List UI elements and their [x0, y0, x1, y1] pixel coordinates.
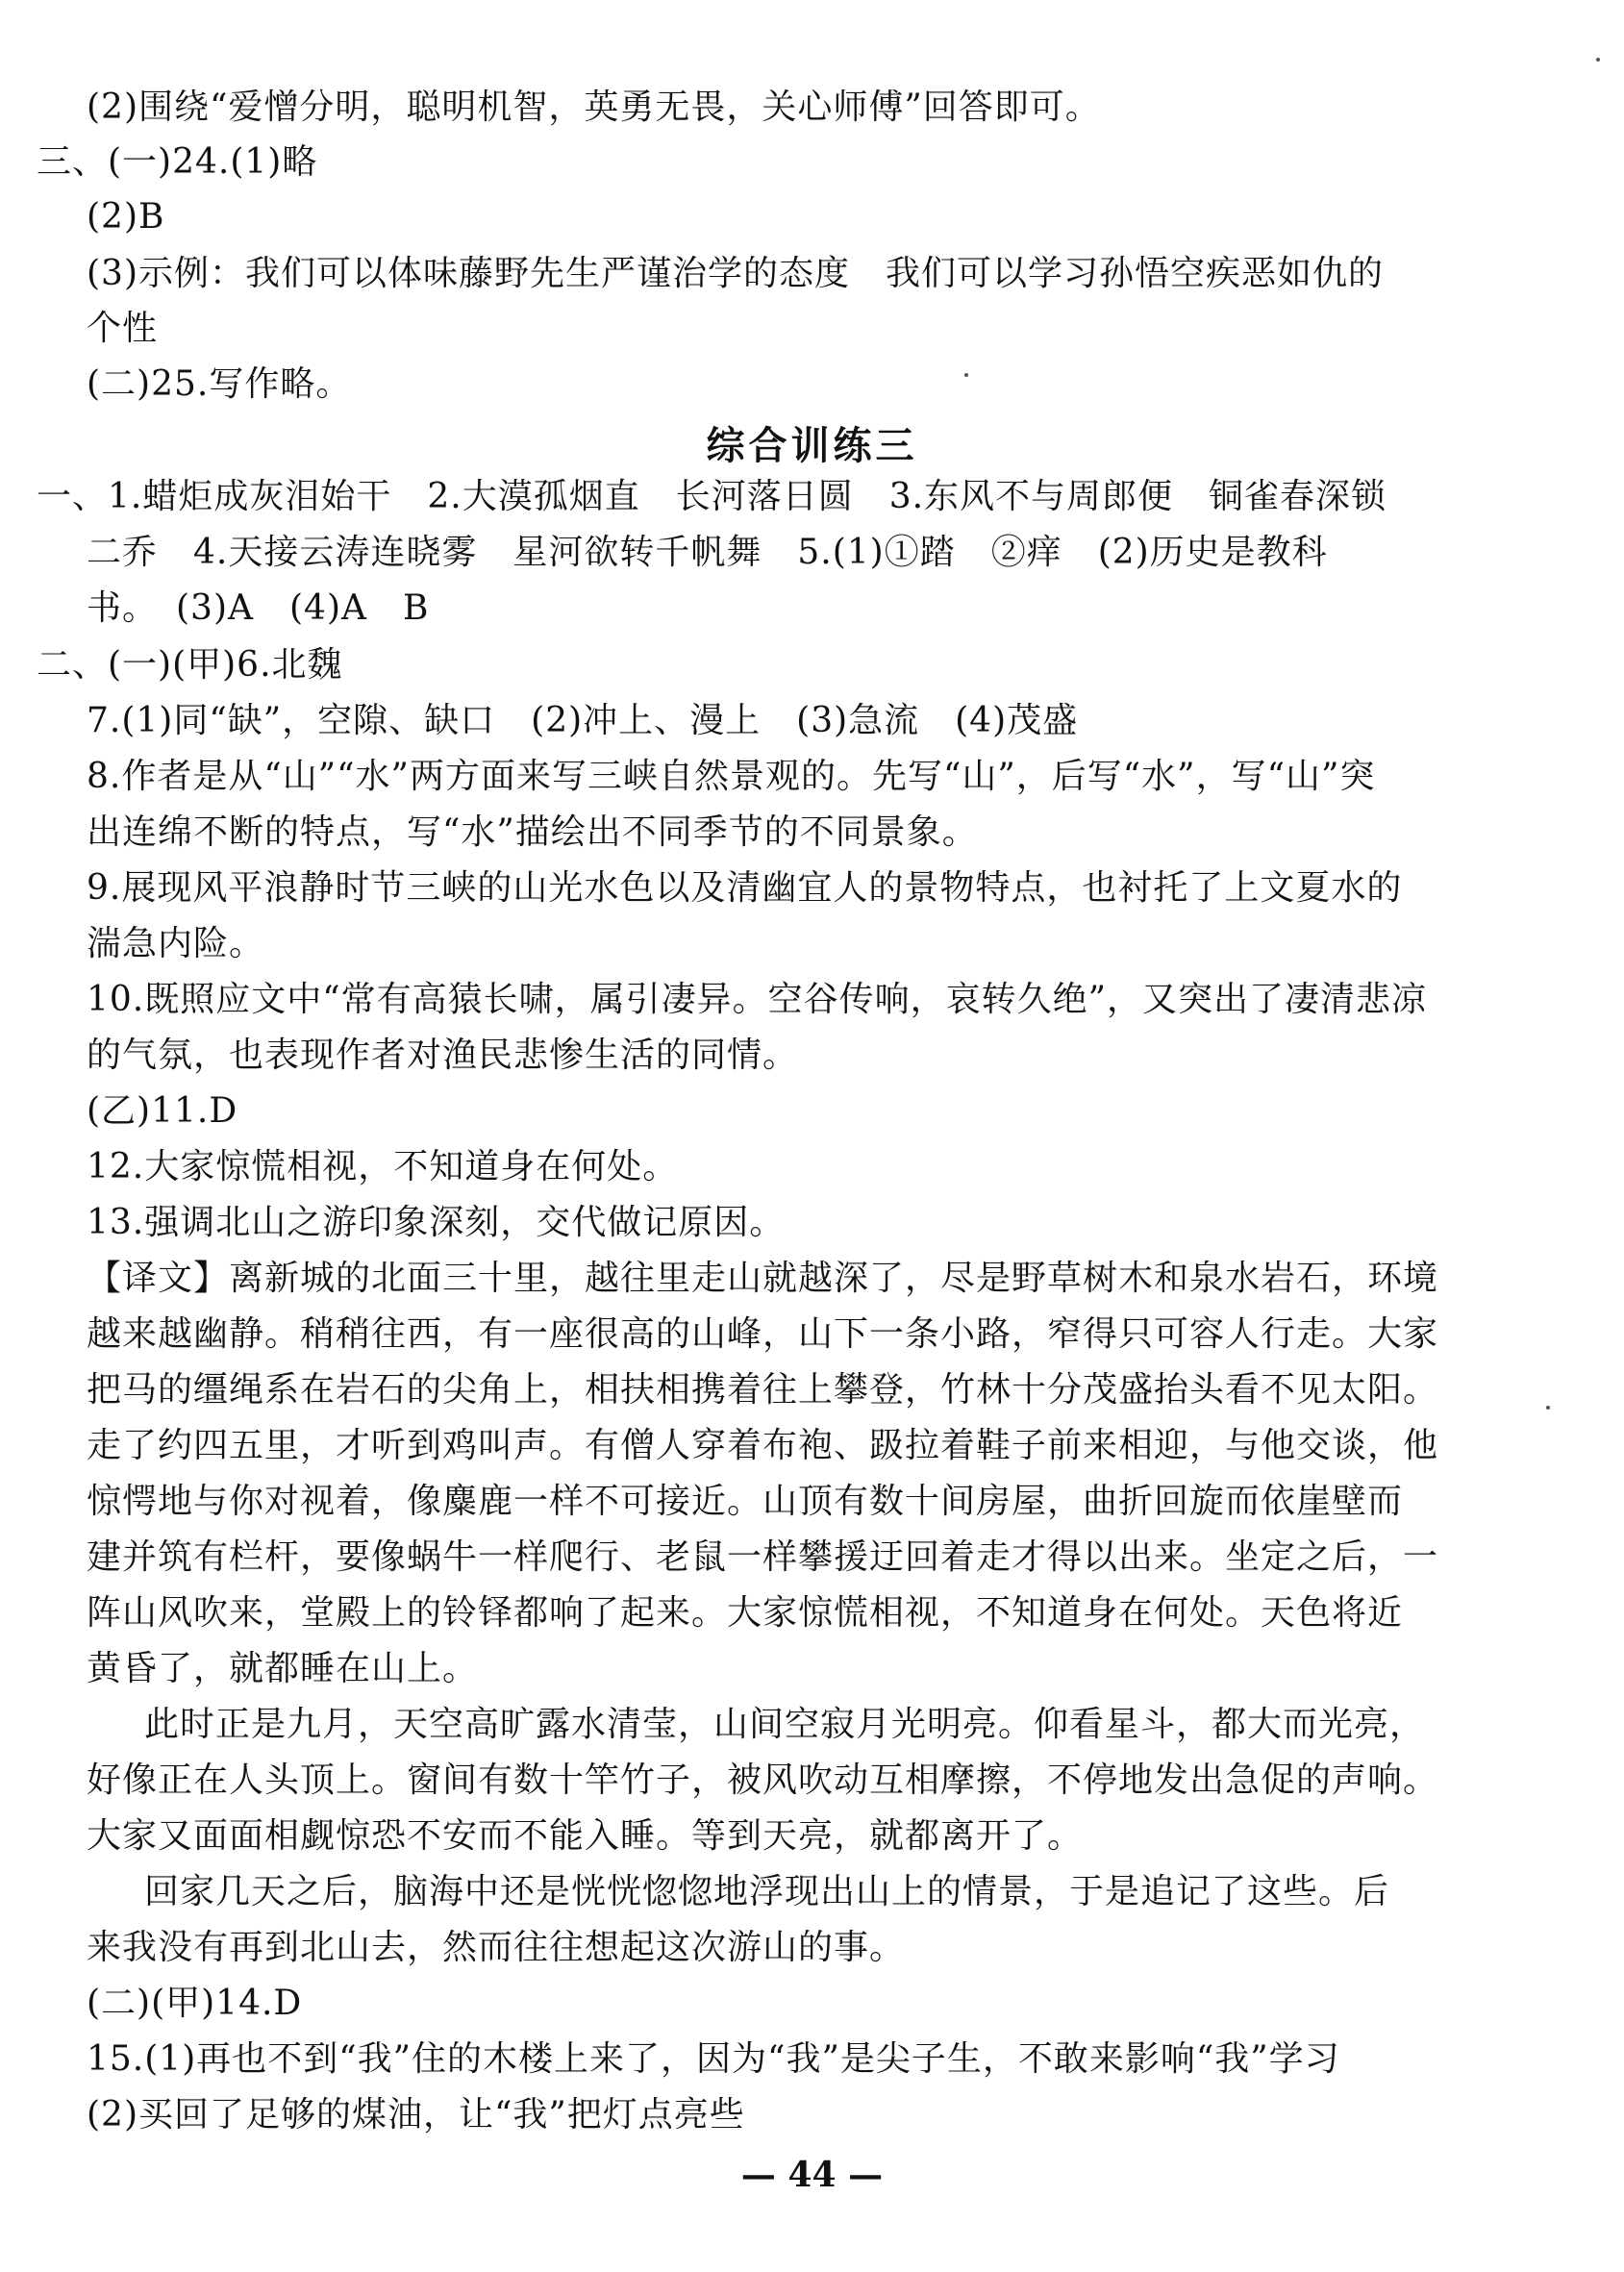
scan-speck: [964, 373, 968, 377]
text-line: 7.(1)同“缺”，空隙、缺口 (2)冲上、漫上 (3)急流 (4)茂盛: [87, 701, 1079, 740]
text-line: 二、(一)(甲)6.北魏: [37, 645, 343, 685]
text-line: 8.作者是从“山”“水”两方面来写三峡自然景观的。先写“山”，后写“水”，写“山”突: [87, 757, 1376, 796]
page-number: — 44 —: [740, 2155, 884, 2195]
text-line: 书。 (3)A (4)A B: [87, 588, 430, 628]
text-line: 一、1.蜡炬成灰泪始干 2.大漠孤烟直 长河落日圆 3.东风不与周郎便 铜雀春深锁: [37, 477, 1387, 516]
text-line: 10.既照应文中“常有高猿长啸，属引凄异。空谷传响，哀转久绝”，又突出了凄清悲凉: [87, 980, 1428, 1019]
text-line: 个性: [87, 309, 159, 348]
translation-line: 黄昏了，就都睡在山上。: [87, 1649, 479, 1688]
text-line: 三、(一)24.(1)略: [37, 142, 318, 182]
translation-line: 回家几天之后，脑海中还是恍恍惚惚地浮现出山上的情景，于是追记了这些。后: [144, 1872, 1390, 1911]
text-line: (二)(甲)14.D: [87, 1984, 303, 2023]
translation-line: 阵山风吹来，堂殿上的铃铎都响了起来。大家惊慌相视，不知道身在何处。天色将近: [87, 1593, 1404, 1633]
section-title: 综合训练三: [706, 423, 918, 468]
translation-line: 把马的缰绳系在岩石的尖角上，相扶相携着往上攀登，竹林十分茂盛抬头看不见太阳。: [87, 1370, 1439, 1410]
translation-line: 来我没有再到北山去，然而往往想起这次游山的事。: [87, 1928, 906, 1967]
text-line: (3)示例：我们可以体味藤野先生严谨治学的态度 我们可以学习孙悟空疾恶如仇的: [87, 254, 1384, 293]
text-line: 的气氛，也表现作者对渔民悲惨生活的同情。: [87, 1036, 799, 1075]
text-line: 二乔 4.天接云涛连晓雾 星河欲转千帆舞 5.(1)①踏 ②痒 (2)历史是教科: [87, 533, 1328, 572]
translation-line: 好像正在人头顶上。窗间有数十竿竹子，被风吹动互相摩擦，不停地发出急促的声响。: [87, 1760, 1439, 1800]
text-line: 15.(1)再也不到“我”住的木楼上来了，因为“我”是尖子生，不敢来影响“我”学习: [87, 2039, 1340, 2079]
text-line: (2)围绕“爱憎分明，聪明机智，英勇无畏，关心师傅”回答即可。: [87, 87, 1101, 127]
translation-line: 建并筑有栏杆，要像蜗牛一样爬行、老鼠一样攀援迂回着走才得以出来。坐定之后，一: [87, 1537, 1439, 1577]
text-line: 湍急内险。: [87, 924, 265, 963]
translation-line: 【译文】离新城的北面三十里，越往里走山就越深了，尽是野草树木和泉水岩石，环境: [87, 1259, 1439, 1298]
translation-line: 走了约四五里，才听到鸡叫声。有僧人穿着布袍、趿拉着鞋子前来相迎，与他交谈，他: [87, 1426, 1439, 1465]
text-line: 12.大家惊慌相视，不知道身在何处。: [87, 1147, 679, 1186]
scan-speck: [1596, 58, 1600, 62]
text-line: (2)B: [87, 197, 165, 237]
translation-line: 越来越幽静。稍稍往西，有一座很高的山峰，山下一条小路，窄得只可容人行走。大家: [87, 1314, 1439, 1354]
translation-line: 大家又面面相觑惊恐不安而不能入睡。等到天亮，就都离开了。: [87, 1816, 1084, 1856]
scan-speck: [1546, 1406, 1550, 1410]
text-line: (乙)11.D: [87, 1091, 238, 1131]
text-line: 13.强调北山之游印象深刻，交代做记原因。: [87, 1203, 786, 1242]
text-line: 9.展现风平浪静时节三峡的山光水色以及清幽宜人的景物特点，也衬托了上文夏水的: [87, 868, 1403, 908]
text-line: (2)买回了足够的煤油，让“我”把灯点亮些: [87, 2095, 745, 2135]
translation-line: 此时正是九月，天空高旷露水清莹，山间空寂月光明亮。仰看星斗，都大而光亮，: [144, 1705, 1426, 1744]
translation-line: 惊愕地与你对视着，像麋鹿一样不可接近。山顶有数十间房屋，曲折回旋而依崖壁而: [87, 1482, 1404, 1521]
text-line: 出连绵不断的特点，写“水”描绘出不同季节的不同景象。: [87, 812, 978, 852]
text-line: (二)25.写作略。: [87, 364, 352, 404]
